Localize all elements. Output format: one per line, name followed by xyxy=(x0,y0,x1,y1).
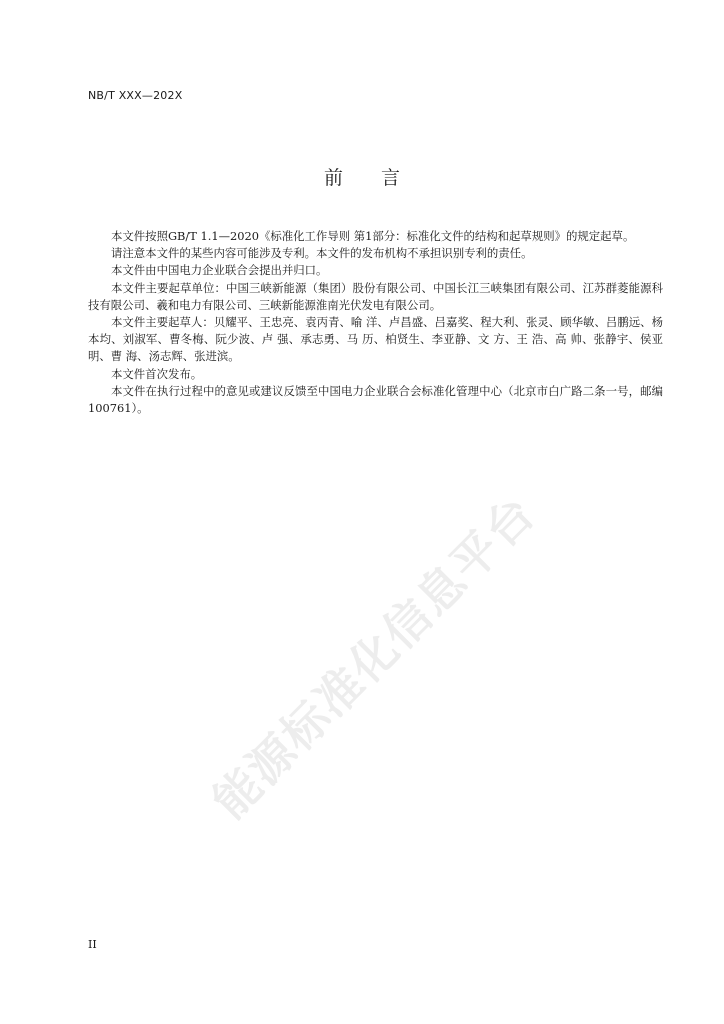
preface-body xyxy=(88,228,663,417)
paragraph-proposer: 本文件由中国电力企业联合会提出并归口。 xyxy=(111,263,328,278)
watermark: 能源标准化信息平台 xyxy=(202,485,546,829)
paragraph-drafters: 本文件主要起草人：贝耀平、王忠亮、袁丙青、喻 洋、卢昌盛、吕嘉奖、程大利、张灵、顾华敏、吕鹏远、杨本均、刘淑军、曹冬梅、阮少波、卢 强、承志勇、马 历、柏贤生、李亚静、文 方、王 浩、高 帅、张静宇、侯亚明、曹 海、汤志辉、张进滨。 xyxy=(88,315,663,364)
paragraph-first-release: 本文件首次发布。 xyxy=(111,366,203,381)
paragraph-drafting-rules: 本文件按照GB/T 1.1—2020《标准化工作导则 第1部分：标准化文件的结构和起草规则》的规定起草。 xyxy=(111,229,635,243)
paragraph-patent-notice: 请注意本文件的某些内容可能涉及专利。本文件的发布机构不承担识别专利的责任。 xyxy=(111,246,533,261)
page-number: II xyxy=(88,938,97,951)
document-code: NB/T XXX—202X xyxy=(88,89,183,102)
title-char-2: 言 xyxy=(381,167,401,189)
title-char-1: 前 xyxy=(323,167,343,189)
paragraph-feedback: 本文件在执行过程中的意见或建议反馈至中国电力企业联合会标准化管理中心（北京市白广路二条一号，邮编 100761）。 xyxy=(88,383,663,416)
paragraph-drafting-units: 本文件主要起草单位：中国三峡新能源（集团）股份有限公司、中国长江三峡集团有限公司、江苏群菱能源科技有限公司、羲和电力有限公司、三峡新能源淮南光伏发电有限公司。 xyxy=(88,280,663,312)
page-title xyxy=(0,163,724,190)
